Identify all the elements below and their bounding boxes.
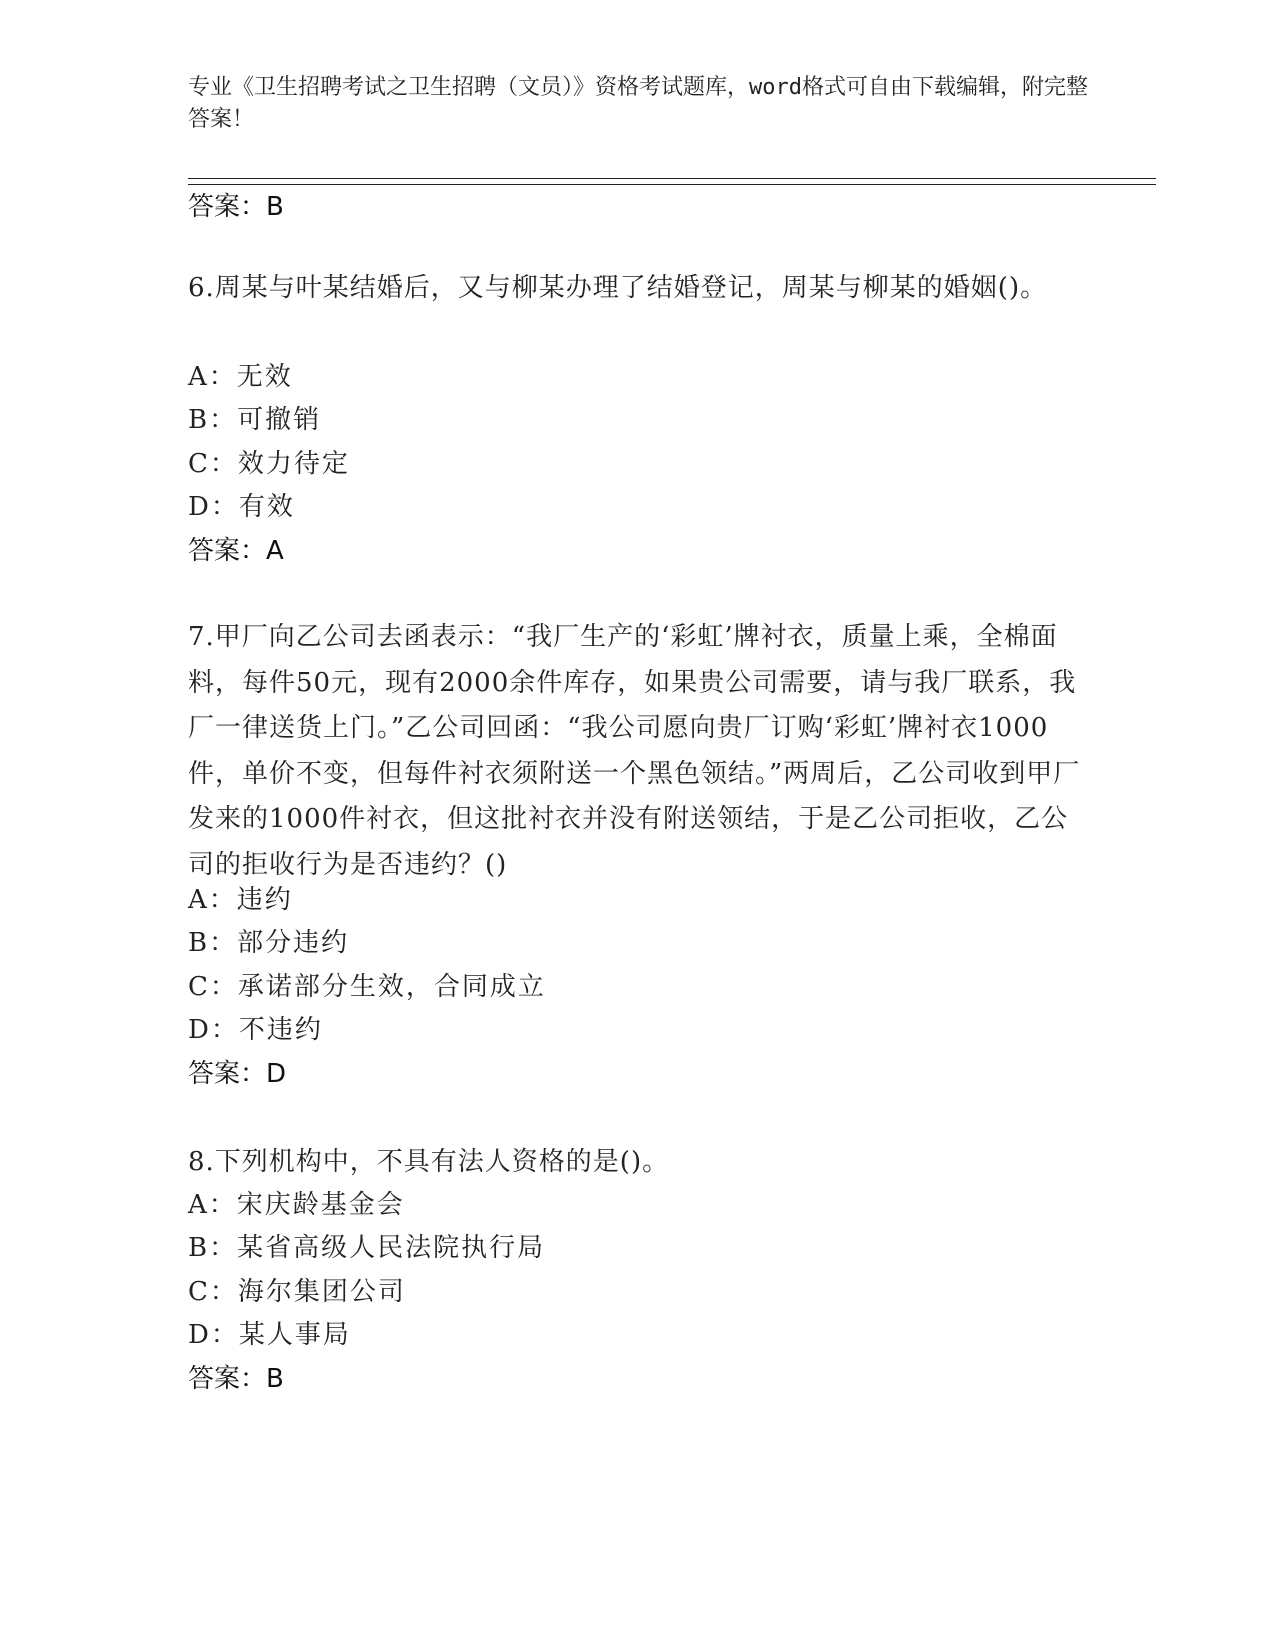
option-b: B：某省高级人民法院执行局 [188,1233,546,1263]
document-header: 专业《卫生招聘考试之卫生招聘（文员）》资格考试题库，word格式可自由下载编辑，附完整答案！ [188,75,1088,132]
option-d: D：某人事局 [188,1320,351,1350]
option-a: A：宋庆龄基金会 [188,1190,405,1220]
question-stem: 6.周某与叶某结婚后，又与柳某办理了结婚登记，周某与柳某的婚姻()。 [188,273,1048,303]
answer-line: 答案：D [188,1059,287,1089]
answer-line: 答案：B [188,192,284,222]
header-rule-bottom [188,184,1156,185]
question-stem: 7.甲厂向乙公司去函表示：“我厂生产的‘彩虹’牌衬衣，质量上乘，全棉面料，每件50元，现有2000余件库存，如果贵公司需要，请与我厂联系，我厂一律送货上门。”乙公司回函：“我公司愿向贵厂订购‘彩虹’牌衬衣1000件，单价不变，但每件衬衣须附送一个黑色领结。”两周后，乙公司收到甲厂发来的1000件衬衣，但这批衬衣并没有附送领结，于是乙公司拒收，乙公司的拒收行为是否违约？() [188,622,1081,880]
option-a: A：违约 [188,885,293,915]
option-a: A：无效 [188,362,293,392]
question-stem: 8.下列机构中，不具有法人资格的是()。 [188,1147,670,1177]
answer-line: 答案：A [188,536,284,566]
option-c: C：海尔集团公司 [188,1277,406,1307]
option-b: B：可撤销 [188,405,322,435]
header-rule-top [188,178,1156,179]
option-c: C：效力待定 [188,449,350,479]
option-b: B：部分违约 [188,928,350,958]
option-d: D：不违约 [188,1015,323,1045]
option-c: C：承诺部分生效，合同成立 [188,972,546,1002]
option-d: D：有效 [188,492,295,522]
answer-line: 答案：B [188,1364,284,1394]
